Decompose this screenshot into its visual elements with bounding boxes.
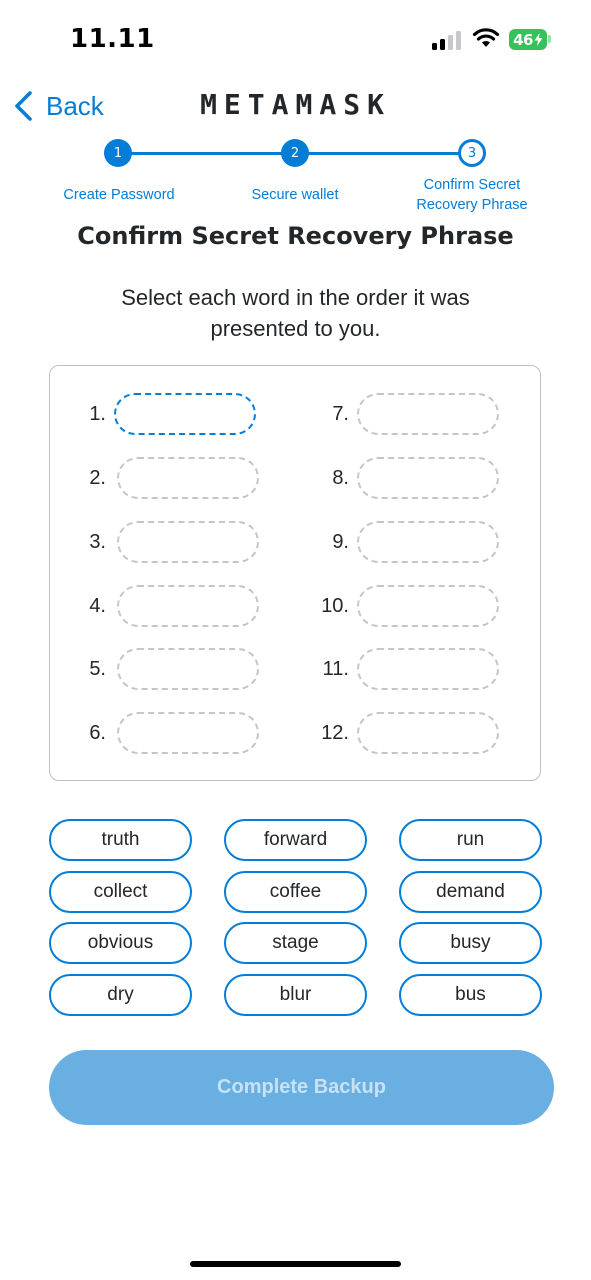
phrase-slot-3[interactable] <box>117 521 259 563</box>
word-button-collect[interactable]: collect <box>49 871 192 913</box>
word-button-busy[interactable]: busy <box>399 922 542 964</box>
step-3-label: Confirm Secret Recovery Phrase <box>416 177 528 213</box>
step-2-circle: 2 <box>281 139 309 167</box>
phrase-slot-4[interactable] <box>117 585 259 627</box>
wifi-icon <box>472 27 500 49</box>
instructions-text: Select each word in the order it was presented to you. <box>121 285 470 341</box>
word-button-forward[interactable]: forward <box>224 819 367 861</box>
step-3-circle: 3 <box>458 139 486 167</box>
word-button-coffee[interactable]: coffee <box>224 871 367 913</box>
slot-number: 11. <box>322 658 349 680</box>
signal-icon <box>432 30 462 50</box>
phrase-slot-10[interactable] <box>357 585 499 627</box>
phrase-slot-5[interactable] <box>117 648 259 690</box>
phrase-slot-12[interactable] <box>357 712 499 754</box>
complete-backup-button[interactable]: Complete Backup <box>49 1050 554 1125</box>
word-button-stage[interactable]: stage <box>224 922 367 964</box>
slot-number: 8. <box>332 467 349 489</box>
slot-number: 4. <box>89 595 106 617</box>
slot-number: 2. <box>89 467 106 489</box>
page-title: Confirm Secret Recovery Phrase <box>77 222 514 250</box>
battery-cap <box>548 35 551 43</box>
phrase-slot-11[interactable] <box>357 648 499 690</box>
slot-number: 10. <box>321 595 349 617</box>
word-button-blur[interactable]: blur <box>224 974 367 1016</box>
word-button-bus[interactable]: bus <box>399 974 542 1016</box>
phrase-slot-2[interactable] <box>117 457 259 499</box>
word-button-dry[interactable]: dry <box>49 974 192 1016</box>
battery-icon <box>509 29 547 50</box>
slot-number: 9. <box>332 531 349 553</box>
phrase-slot-1[interactable] <box>114 393 256 435</box>
slot-number: 3. <box>89 531 106 553</box>
phrase-slot-6[interactable] <box>117 712 259 754</box>
metamask-logo: METAMASK <box>200 88 391 121</box>
slot-number: 12. <box>321 722 349 744</box>
word-button-obvious[interactable]: obvious <box>49 922 192 964</box>
status-time: 11.11 <box>70 24 155 54</box>
step-connector-1 <box>118 152 295 155</box>
slot-number: 1. <box>89 403 106 425</box>
home-indicator <box>190 1261 401 1267</box>
step-connector-2 <box>295 152 472 155</box>
step-2-label: Secure wallet <box>251 187 339 203</box>
word-button-demand[interactable]: demand <box>399 871 542 913</box>
step-1-label: Create Password <box>63 187 175 203</box>
phrase-slot-9[interactable] <box>357 521 499 563</box>
word-button-run[interactable]: run <box>399 819 542 861</box>
battery-level: 46 <box>513 30 533 49</box>
step-1-circle: 1 <box>104 139 132 167</box>
slot-number: 5. <box>89 658 106 680</box>
slot-number: 6. <box>89 722 106 744</box>
word-button-truth[interactable]: truth <box>49 819 192 861</box>
slot-number: 7. <box>332 403 349 425</box>
phrase-slot-7[interactable] <box>357 393 499 435</box>
phrase-slot-8[interactable] <box>357 457 499 499</box>
back-label: Back <box>46 90 104 121</box>
